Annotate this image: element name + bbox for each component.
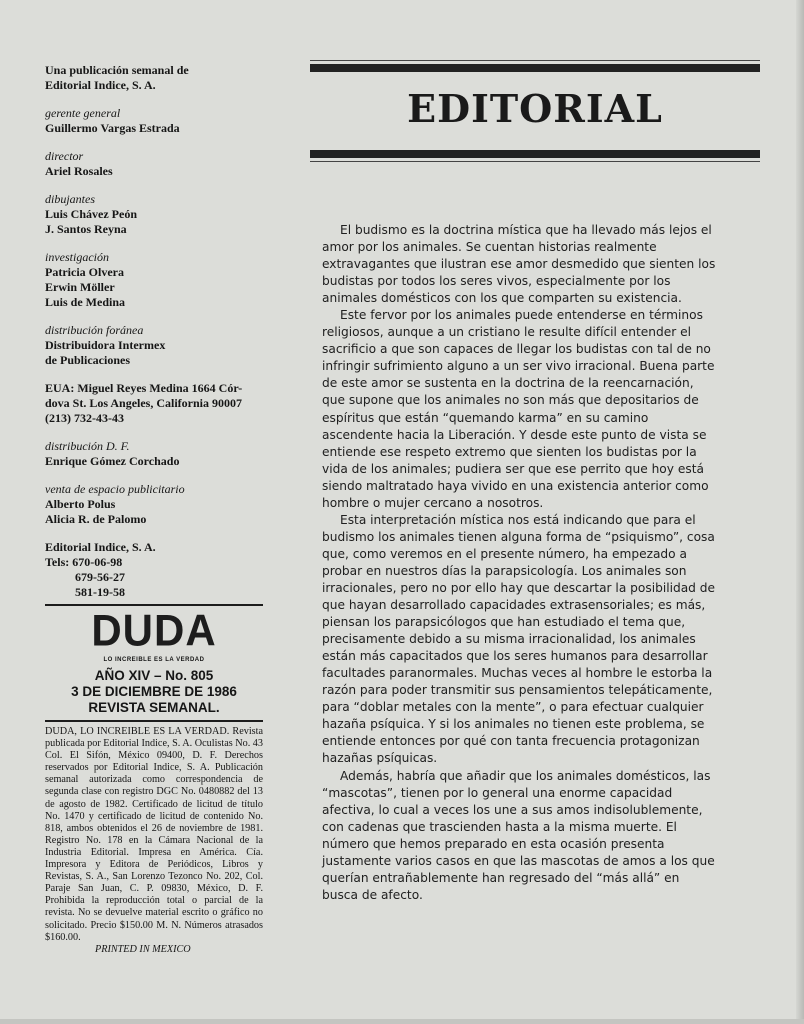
staff-research [45, 250, 263, 310]
staff-role: director [45, 149, 84, 163]
logo-tagline: LO INCREIBLE ES LA VERDAD [103, 657, 205, 663]
staff-name: Luis de Medina [45, 295, 126, 309]
editorial-paragraph: Este fervor por los animales puede entenderse en términos religiosos, aunque a un cristiano le resulte difícil entender el sacrificio a que son capaces de llegar los budistas con tal de no infringir sufrimiento alguno a un ser vivo irracional. Buena parte de este amor se sustenta en la doctrina de la reencarnación, que supone que los animales no son más que depositarios de espíritus que están “quemando karma” en su camino ascendente hacia la Liberación. Y desde este punto de vista se entiende ese respeto extremo que sienten los budistas por la vida de los animales; pudiera ser que ese perrito que hoy está siendo maltratado haya vivido en una existencia anterior como hombre o mujer cercano a nosotros. [322, 308, 715, 510]
heading-band-bottom [310, 150, 760, 158]
staff-name: Erwin Möller [45, 280, 115, 294]
logo-text: DUDA [91, 605, 217, 656]
issue-number: AÑO XIV – No. 805 [94, 668, 214, 683]
heading-rule-bottom-thin [310, 161, 760, 162]
tel-line: 581-19-58 [75, 585, 125, 599]
staff-name: Enrique Gómez Corchado [45, 454, 180, 468]
issue-info [45, 668, 263, 716]
staff-name: Guillermo Vargas Estrada [45, 121, 180, 135]
staff-role: dibujantes [45, 192, 95, 206]
staff-role: distribución D. F. [45, 439, 130, 453]
staff-role: venta de espacio publicitario [45, 482, 185, 496]
usa-line: (213) 732-43-43 [45, 411, 124, 425]
staff-illustrators [45, 192, 263, 237]
usa-contact [45, 381, 263, 426]
tel-line: Tels: 670-06-98 [45, 555, 123, 569]
editorial-paragraph: Además, habría que añadir que los animales domésticos, las “mascotas”, tienen por lo general una enorme capacidad afectiva, lo cual a veces los une a sus amos indisolublemente, con cadenas que trascienden hasta a la misma muerte. El número que hemos preparado en esta ocasión presenta justamente varios casos en que las mascotas de amos a los que querían entrañablemente han regresado del “más allá” en busca de afecto. [322, 768, 715, 902]
editorial-paragraph: Esta interpretación mística nos está indicando que para el budismo los animales tienen alguna forma de “psiquismo”, cosa que, como veremos en el presente número, ha empezado a probar en nuestros días la parapsicología. Los animales son irracionales, pero no por ello hay que descartar la posibilidad de que hayan desarrollado capacidades extrasensoriales; es más, piensan los parapsicólogos que han estudiado el tema que, precisamente debido a su misma irracionalidad, los animales están más capacitados que los seres humanos para desarrollar facultades paranormales. Muchas veces al hombre le estorba la razón para poder transmitir sus pensamientos telepáticamente, para “doblar metales con la mente”, o para efectuar cualquier hazaña psíquica. Y si los animales no tienen este problema, se entiende entonces por qué con tanta frecuencia protagonizan hazañas psíquicas. [322, 512, 716, 766]
staff-role: distribución foránea [45, 323, 144, 337]
staff-role: gerente general [45, 106, 121, 120]
legal-notice: DUDA, LO INCREIBLE ES LA VERDAD. Revista publicada por Editorial Indice, S. A. Oculistas No. 43 Col. El Sifón, México 09400, D. F. Derechos reservados por Editorial Indice, S. A. Publicación semanal autorizada como correspondencia de segunda clase con registro DGC No. 0480882 del 13 de agosto de 1982. Certificado de licitud de título No. 1470 y certificado de licitud de contenido No. 818, ambos obtenidos el 26 de noviembre de 1981. Registro No. 178 en la Cámara Nacional de la Industria Editorial. Impresa en América. Cía. Impresora y Editora de Periódicos, Libros y Revistas, S. A., San Lorenzo Tezonco No. 202, Col. Paraje San Juan, C. P. 09830, México, D. F. Prohibida la reproducción total o parcial de la revista. No se devuelve material escrito o gráfico no solicitado. Precio $150.00 M. N. Números atrasados $160.00. [45, 726, 263, 943]
staff-advertising [45, 482, 263, 527]
issue-date: 3 DE DICIEMBRE DE 1986 [71, 684, 237, 699]
staff-general-manager [45, 106, 263, 136]
staff-director [45, 149, 263, 179]
heading-band-top [310, 64, 760, 72]
divider [45, 720, 263, 722]
page-edge [796, 0, 804, 1024]
contact-company: Editorial Indice, S. A. [45, 540, 156, 554]
staff-name: Distribuidora Intermex [45, 338, 166, 352]
publisher-line: Editorial Indice, S. A. [45, 78, 156, 92]
staff-name: Luis Chávez Peón [45, 207, 138, 221]
staff-role: investigación [45, 250, 109, 264]
staff-name: Ariel Rosales [45, 164, 113, 178]
staff-name: Alberto Polus [45, 497, 116, 511]
editorial-paragraph: El budismo es la doctrina mística que ha llevado más lejos el amor por los animales. Se cuentan historias realmente extravagantes que ilustran ese amor desmedido que sienten los budistas por todos los seres vivos, especialmente por los animales domésticos con los que comparten su existencia. [322, 223, 716, 306]
staff-foreign-distribution [45, 323, 263, 368]
staff-name: Patricia Olvera [45, 265, 124, 279]
heading-rule-top-thin [310, 60, 760, 61]
contact-block [45, 540, 263, 600]
duda-logo [45, 605, 263, 668]
staff-name: Alicia R. de Palomo [45, 512, 147, 526]
tel-line: 679-56-27 [75, 570, 125, 584]
staff-name: de Publicaciones [45, 353, 131, 367]
staff-name: J. Santos Reyna [45, 222, 127, 236]
staff-df-distribution [45, 439, 263, 469]
editorial-body [322, 222, 718, 904]
printed-in: PRINTED IN MEXICO [95, 943, 191, 955]
page-edge-bottom [0, 1019, 804, 1024]
publisher-block [45, 63, 263, 93]
publisher-line: Una publicación semanal de [45, 63, 189, 77]
usa-line: EUA: Miguel Reyes Medina 1664 Cór- [45, 381, 243, 395]
usa-line: dova St. Los Angeles, California 90007 [45, 396, 243, 410]
masthead [45, 63, 263, 956]
issue-type: REVISTA SEMANAL. [88, 700, 220, 715]
editorial-heading: EDITORIAL [407, 86, 663, 131]
